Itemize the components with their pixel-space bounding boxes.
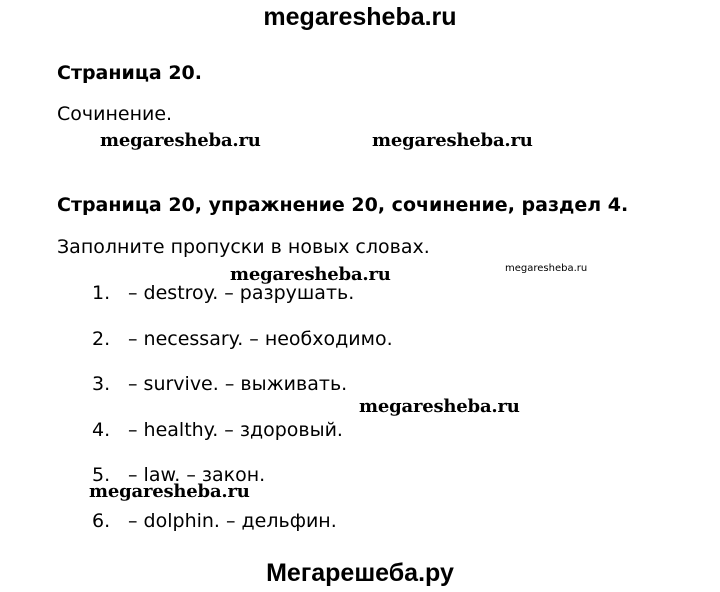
answer-item xyxy=(92,327,393,373)
answer-number: 4. xyxy=(92,418,111,441)
answer-item xyxy=(92,281,393,327)
site-header: megaresheba.ru xyxy=(263,3,457,31)
answer-number: 3. xyxy=(92,373,111,396)
watermark: megaresheba.ru xyxy=(359,396,520,417)
answer-item xyxy=(92,372,393,418)
watermark-small: megaresheba.ru xyxy=(505,263,588,274)
answer-text: – law. – закон. xyxy=(128,464,266,487)
watermark: megaresheba.ru xyxy=(230,264,391,285)
answer-item xyxy=(92,418,393,464)
watermark: megaresheba.ru xyxy=(372,130,533,151)
footer-title: Мегарешеба.ру xyxy=(266,559,454,587)
instruction-text: Заполните пропуски в новых словах. xyxy=(57,236,430,258)
exercise-heading: Страница 20, упражнение 20, сочинение, раздел 4. xyxy=(57,194,629,216)
answer-text: – destroy. – разрушать. xyxy=(128,282,355,304)
answer-item xyxy=(92,509,393,555)
answer-number: 6. xyxy=(92,509,111,532)
answer-number: 1. xyxy=(92,282,111,304)
watermark: megaresheba.ru xyxy=(89,481,250,502)
watermark: megaresheba.ru xyxy=(100,130,261,151)
answer-text: – necessary. – необходимо. xyxy=(128,327,393,350)
answer-text: – dolphin. – дельфин. xyxy=(128,509,337,532)
page-title: Страница 20. xyxy=(57,62,202,84)
answer-number: 5. xyxy=(92,464,111,487)
section-label: Сочинение. xyxy=(57,103,173,125)
answer-number: 2. xyxy=(92,327,111,350)
answer-list xyxy=(92,281,393,555)
answer-text: – healthy. – здоровый. xyxy=(128,418,343,441)
answer-text: – survive. – выживать. xyxy=(128,373,348,396)
